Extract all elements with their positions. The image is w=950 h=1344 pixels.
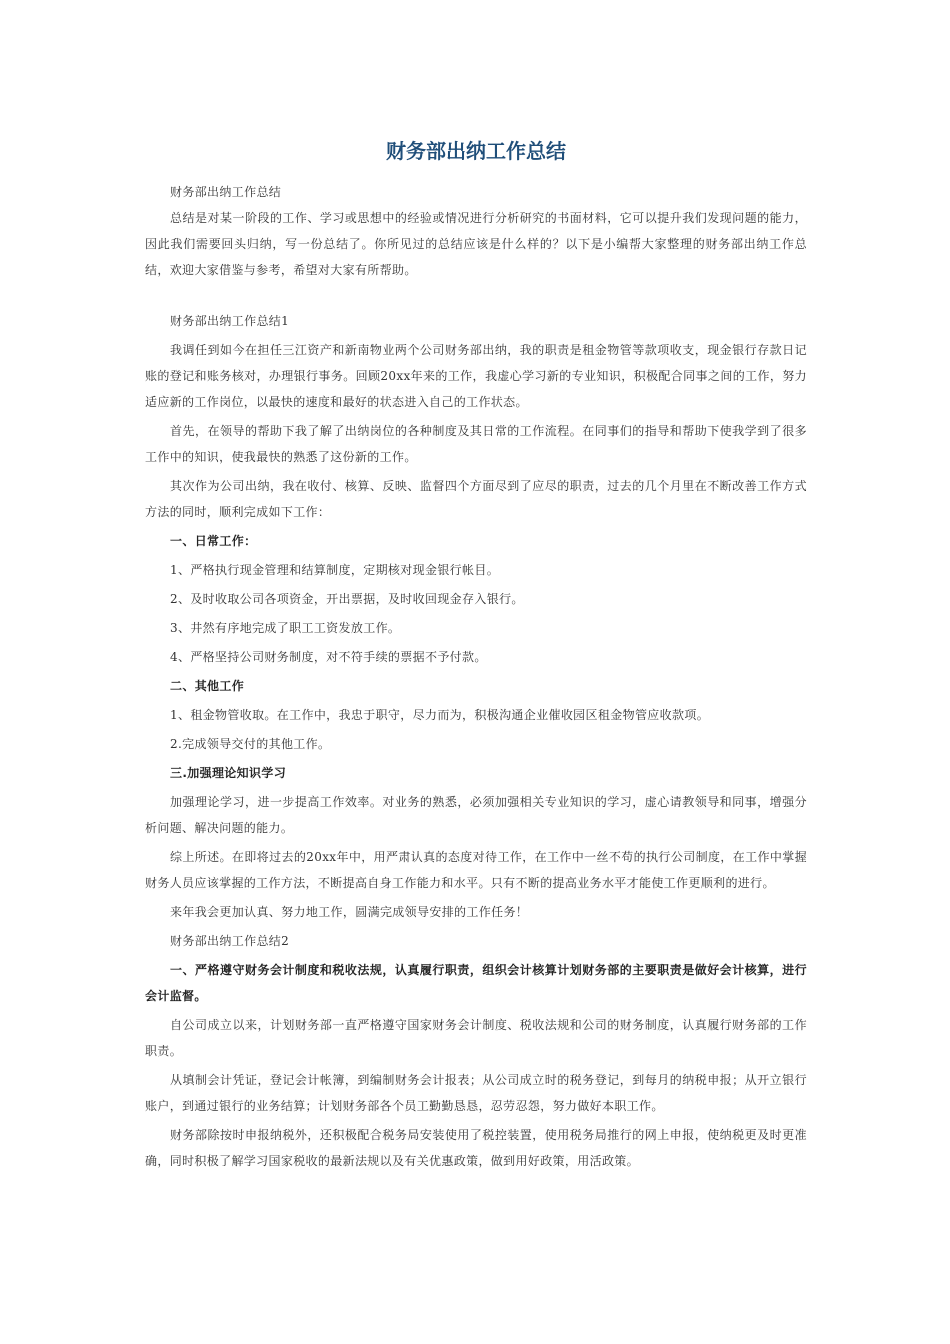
list-item: 2.完成领导交付的其他工作。	[170, 737, 331, 751]
section-1-heading: 财务部出纳工作总结1	[170, 314, 290, 328]
section-1-paragraph: 加强理论学习，进一步提高工作效率。对业务的熟悉，必须加强相关专业知识的学习，虚心请教领导和同事，增强分析问题、解决问题的能力。	[145, 795, 807, 835]
list-item: 1、租金物管收取。在工作中，我忠于职守，尽力而为，积极沟通企业催收园区租金物管应收款项。	[170, 708, 710, 722]
subheading-theory-study: 三.加强理论知识学习	[170, 766, 287, 780]
list-item: 2、及时收取公司各项资金，开出票据，及时收回现金存入银行。	[170, 592, 524, 606]
subheading-other-work: 二、其他工作	[170, 679, 245, 693]
subheading-comply-regulations: 一、严格遵守财务会计制度和税收法规，认真履行职责，组织会计核算计划财务部的主要职责是做好会计核算，进行会计监督。	[145, 963, 807, 1003]
section-2-paragraph: 从填制会计凭证，登记会计帐簿，到编制财务会计报表；从公司成立时的税务登记，到每月的纳税申报；从开立银行账户，到通过银行的业务结算；计划财务部各个员工勤勤恳恳，忍劳忍怨，努力做好本职工作。	[145, 1073, 807, 1113]
section-spacer	[145, 283, 807, 308]
list-item: 3、井然有序地完成了职工工资发放工作。	[170, 621, 401, 635]
document-title: 财务部出纳工作总结	[386, 139, 566, 163]
section-1-paragraph: 首先，在领导的帮助下我了解了出纳岗位的各种制度及其日常的工作流程。在同事们的指导和帮助下使我学到了很多工作中的知识，使我最快的熟悉了这份新的工作。	[145, 424, 807, 464]
list-item: 4、严格坚持公司财务制度，对不符手续的票据不予付款。	[170, 650, 487, 664]
list-item: 1、严格执行现金管理和结算制度，定期核对现金银行帐目。	[170, 563, 500, 577]
document-page	[145, 137, 807, 1174]
section-1-paragraph: 综上所述。在即将过去的20xx年中，用严肃认真的态度对待工作，在工作中一丝不苟的执行公司制度，在工作中掌握财务人员应该掌握的工作方法，不断提高自身工作能力和水平。只有不断的提高业务水平才能使工作更顺利的进行。	[145, 850, 807, 890]
section-1-paragraph: 其次作为公司出纳，我在收付、核算、反映、监督四个方面尽到了应尽的职责，过去的几个月里在不断改善工作方式方法的同时，顺利完成如下工作：	[145, 479, 807, 519]
section-1-paragraph: 我调任到如今在担任三江资产和新南物业两个公司财务部出纳，我的职责是租金物管等款项收支，现金银行存款日记账的登记和账务核对，办理银行事务。回顾20xx年来的工作，我虚心学习新的专业知识，积极配合同事之间的工作，努力适应新的工作岗位，以最快的速度和最好的状态进入自己的工作状态。	[145, 343, 807, 409]
subheading-daily-work: 一、日常工作：	[170, 534, 257, 548]
document-subtitle: 财务部出纳工作总结	[170, 185, 282, 199]
section-2-paragraph: 自公司成立以来，计划财务部一直严格遵守国家财务会计制度、税收法规和公司的财务制度，认真履行财务部的工作职责。	[145, 1018, 807, 1058]
section-1-paragraph: 来年我会更加认真、努力地工作，圆满完成领导安排的工作任务！	[170, 905, 529, 919]
section-2-paragraph: 财务部除按时申报纳税外，还积极配合税务局安装使用了税控装置，使用税务局推行的网上申报，使纳税更及时更准确，同时积极了解学习国家税收的最新法规以及有关优惠政策，做到用好政策，用活政策。	[145, 1128, 807, 1168]
section-2-heading: 财务部出纳工作总结2	[170, 934, 290, 948]
intro-paragraph: 总结是对某一阶段的工作、学习或思想中的经验或情况进行分析研究的书面材料，它可以提升我们发现问题的能力，因此我们需要回头归纳，写一份总结了。你所见过的总结应该是什么样的？以下是小编帮大家整理的财务部出纳工作总结，欢迎大家借鉴与参考，希望对大家有所帮助。	[145, 211, 807, 277]
